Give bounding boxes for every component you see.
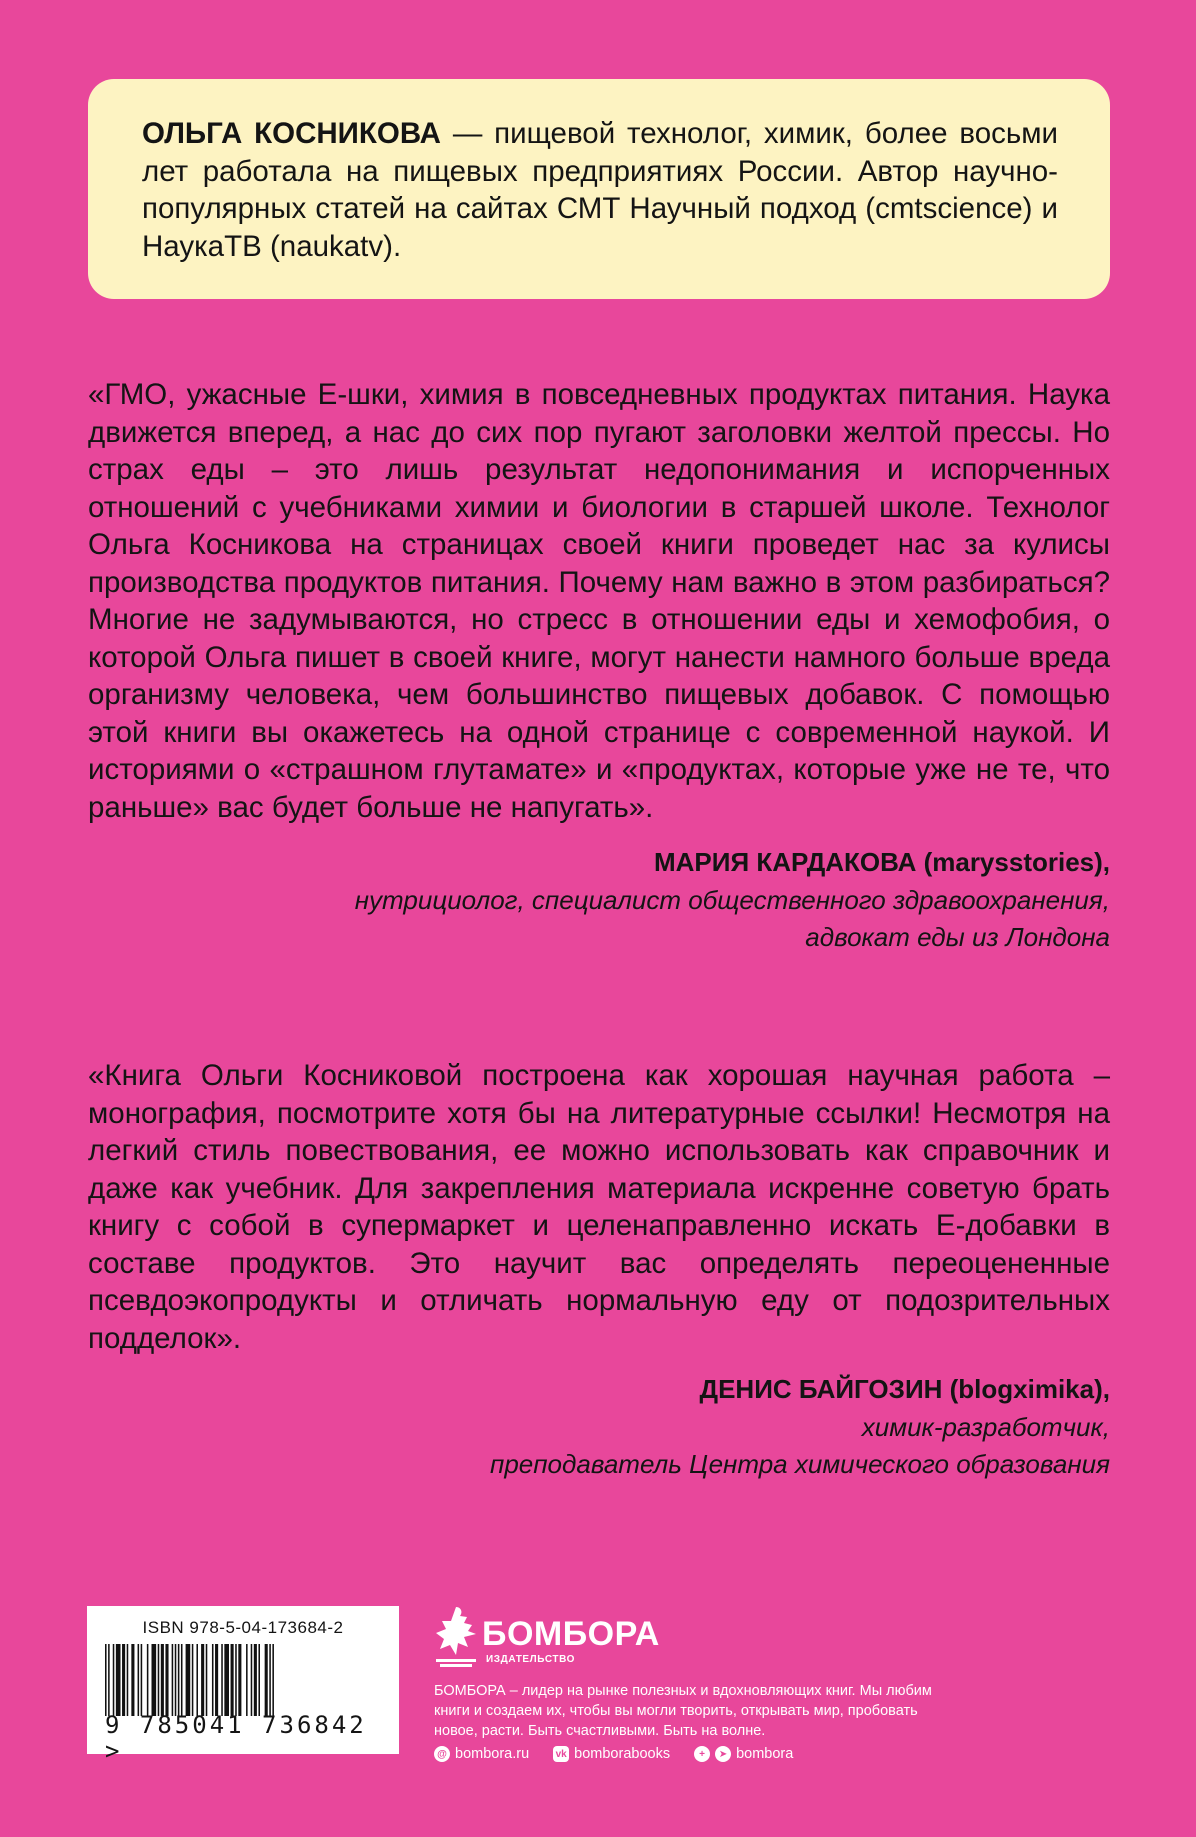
barcode-box [87, 1606, 399, 1765]
publisher-description: БОМБОРА – лидер на рынке полезных и вдохновляющих книг. Мы любим книги и создаем их, чтобы вы могли творить, открывать мир, пробовать новое, расти. Быть счастливыми. Быть на волне. [434, 1683, 932, 1739]
reviewer-1-role-line2: адвокат еды из Лондона [805, 922, 1110, 952]
author-bio-box [88, 79, 1110, 299]
publisher-brand: БОМБОРА [482, 1615, 660, 1653]
social-link-telegram[interactable] [694, 1746, 793, 1762]
reviewer-1-name: МАРИЯ КАРДАКОВА (marysstories), [653, 847, 1110, 877]
isbn-number: ISBN 978-5-04-173684-2 [142, 1618, 344, 1637]
publisher-brand-sub: ИЗДАТЕЛЬСТВО [486, 1654, 576, 1665]
review-quote-1 [88, 376, 1110, 826]
vk-icon: vk [553, 1746, 569, 1762]
publisher-block [434, 1601, 934, 1761]
publisher-social-links [434, 1746, 817, 1762]
plus-icon: + [694, 1746, 710, 1762]
social-link-web-label: bombora.ru [455, 1746, 530, 1762]
reviewer-2-role-line2: преподаватель Центра химического образования [490, 1449, 1110, 1479]
bombora-logo-icon [434, 1603, 480, 1667]
review-quote-2 [88, 1057, 1110, 1357]
web-icon: @ [434, 1746, 450, 1762]
social-link-telegram-label: bombora [736, 1746, 794, 1762]
barcode-digits: 9 785041 736842 > [105, 1711, 367, 1765]
review-quote-2-text: «Книга Ольги Косниковой построена как хорошая научная работа – монография, посмотрите хотя бы на литературные ссылки! Несмотря на легкий стиль повествования, ее можно использовать как справочник и даже как учебник. Для закрепления материала искренне советую брать книгу с собой в супермаркет и целенаправленно искать Е-добавки в составе продуктов. Это научит вас определять переоцененные псевдоэкопродукты и отличать нормальную еду от подозрительных подделок». [88, 1059, 1110, 1355]
reviewer-2-role-line1: химик-разработчик, [861, 1411, 1110, 1442]
author-name: ОЛЬГА КОСНИКОВА [142, 117, 441, 150]
reviewer-2-name: ДЕНИС БАЙГОЗИН (blogximika), [699, 1374, 1110, 1404]
social-link-vk-label: bomborabooks [574, 1746, 671, 1762]
barcode-bars [103, 1644, 383, 1716]
reviewer-1-role-line1: нутрициолог, специалист общественного здравоохранения, [354, 884, 1110, 915]
review-quote-2-signature [490, 1371, 1110, 1484]
telegram-icon: ➤ [715, 1746, 731, 1762]
review-quote-1-signature [355, 844, 1110, 957]
review-quote-1-text: «ГМО, ужасные Е-шки, химия в повседневных продуктах питания. Наука движется вперед, а нас до сих пор пугают заголовки желтой прессы. Но страх еды – это лишь результат недопонимания и испорченных отношений с учебниками химии и биологии в старшей школе. Технолог Ольга Косникова на страницах своей книги проведет нас за кулисы производства продуктов питания. Почему нам важно в этом разбираться? Многие не задумываются, но стресс в отношении еды и хемофобия, о которой Ольга пишет в своей книге, могут нанести намного больше вреда организму человека, чем большинство пищевых добавок. С помощью этой книги вы окажетесь на одной странице с современной наукой. И историями о «страшном глутамате» и «продуктах, которые уже не те, что раньше» вас будет больше не напугать». [88, 378, 1110, 824]
author-bio: — пищевой технолог, химик, более восьми лет работала на пищевых предприятиях России. Автор научно-популярных статей на сайтах СМТ Научный подход (cmtscience) и НаукаТВ (naukatv). [142, 117, 1058, 263]
social-link-vk[interactable] [553, 1746, 670, 1762]
social-link-web[interactable] [434, 1746, 529, 1762]
